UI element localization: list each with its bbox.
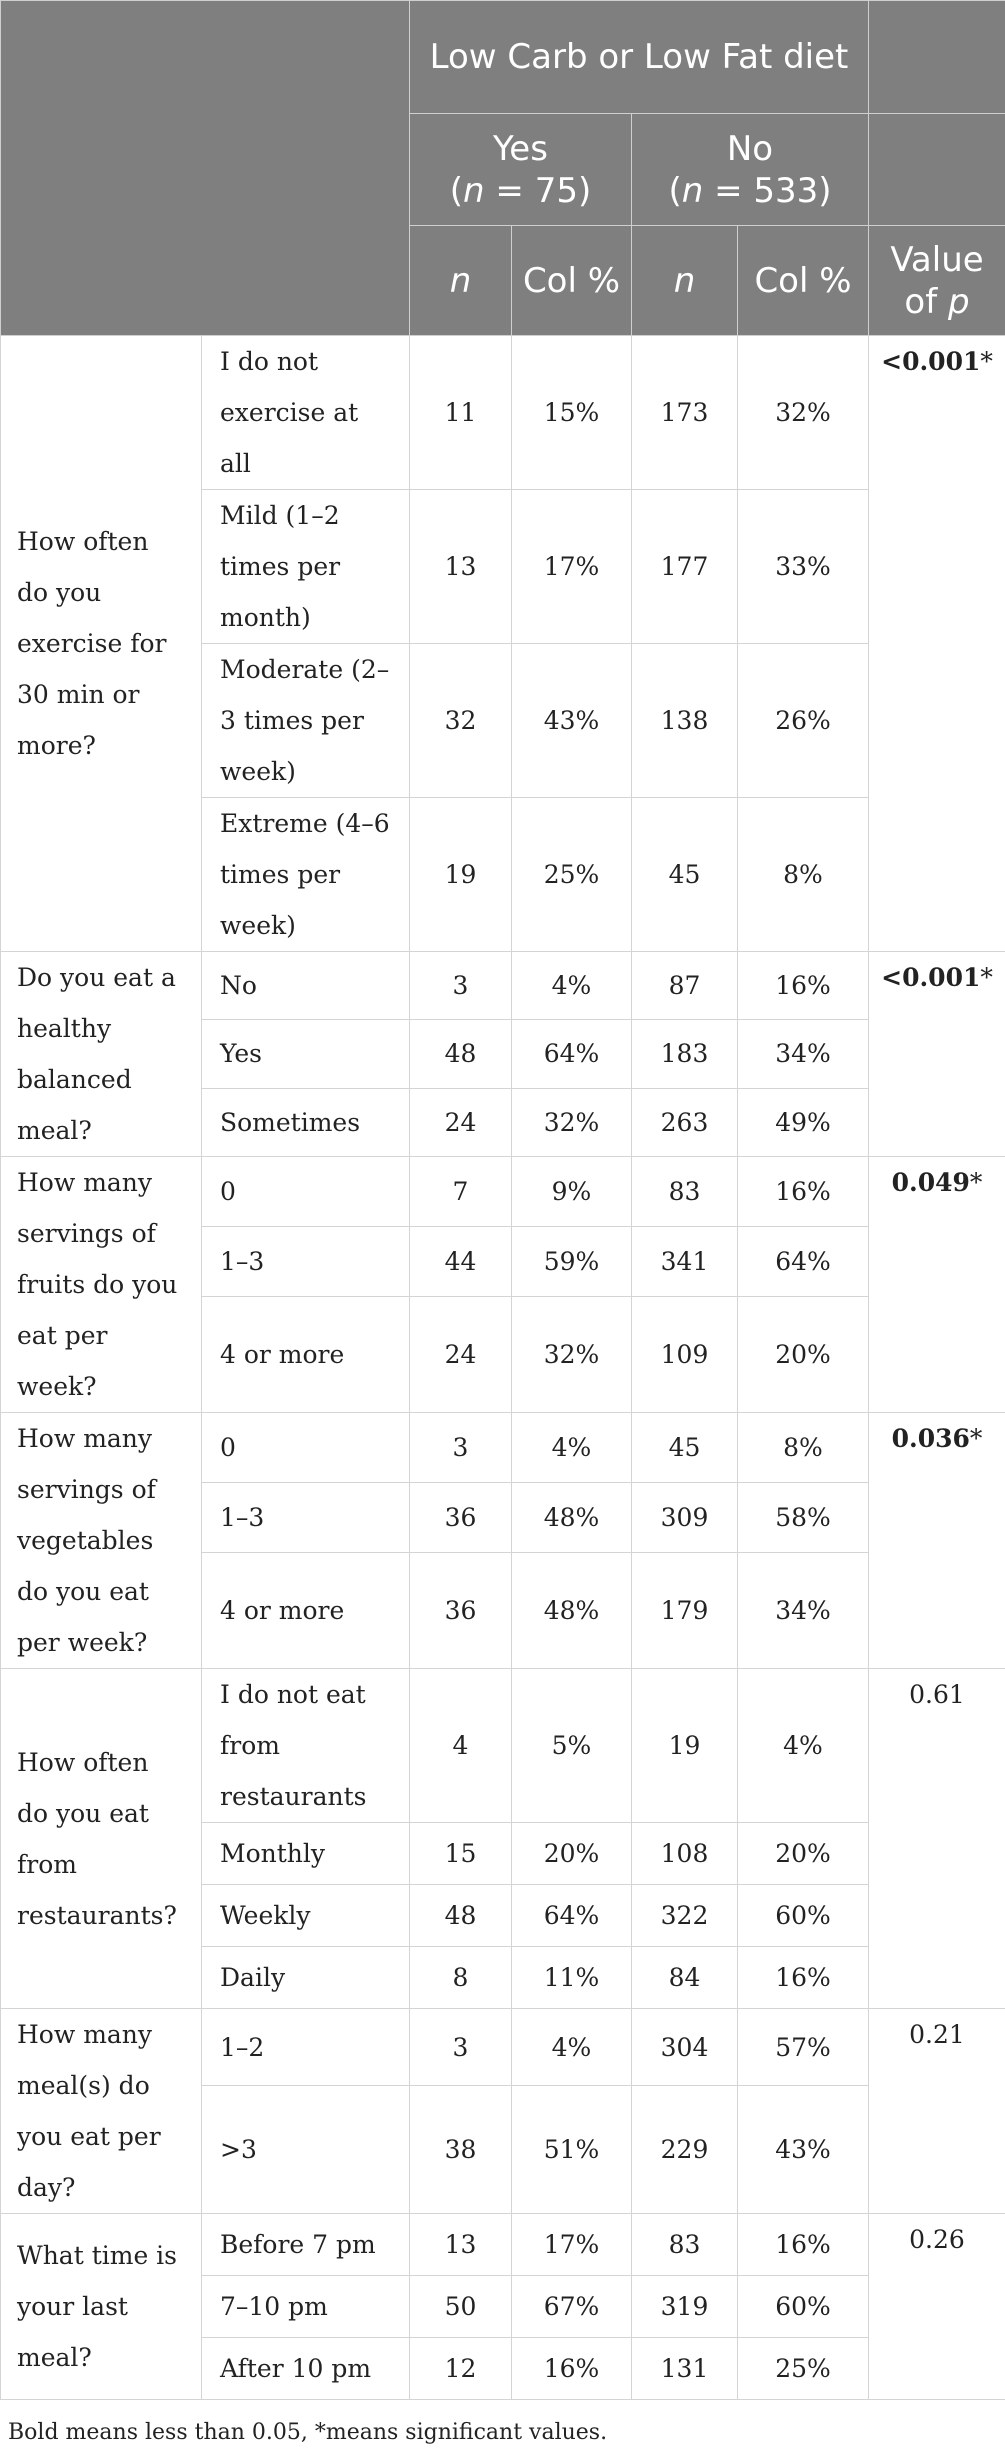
yes-n-cell: 36 xyxy=(410,1482,512,1552)
yes-n-cell: 50 xyxy=(410,2276,512,2338)
no-pct-cell: 16% xyxy=(738,952,869,1020)
yes-n-cell: 3 xyxy=(410,952,512,1020)
yes-n-var: n xyxy=(463,170,485,211)
table-row xyxy=(1,1157,1005,1227)
option-label: 0 xyxy=(202,1157,410,1227)
no-pct-cell: 16% xyxy=(738,2214,869,2276)
no-pct-cell: 16% xyxy=(738,1947,869,2009)
p-value-cell xyxy=(869,336,1005,952)
yes-pct-cell: 32% xyxy=(512,1088,632,1156)
yes-n-cell: 15 xyxy=(410,1823,512,1885)
no-pct-cell: 20% xyxy=(738,1296,869,1412)
yes-pct-cell: 17% xyxy=(512,490,632,644)
no-pct-cell: 26% xyxy=(738,644,869,798)
question-cell: How many meal(s) do you eat per day? xyxy=(1,2009,202,2214)
p-value: <0.001 xyxy=(881,963,981,992)
yes-n-cell: 11 xyxy=(410,336,512,490)
yes-n-cell: 4 xyxy=(410,1669,512,1823)
question-cell: How many servings of fruits do you eat per week? xyxy=(1,1157,202,1413)
p-value: 0.26 xyxy=(909,2225,965,2254)
yes-pct-cell: 4% xyxy=(512,1413,632,1483)
yes-label: Yes xyxy=(493,128,548,169)
no-pct-cell: 8% xyxy=(738,798,869,952)
yes-n-cell: 12 xyxy=(410,2338,512,2400)
p-value-cell xyxy=(869,1413,1005,1669)
no-pct-cell: 34% xyxy=(738,1552,869,1668)
yes-pct-cell: 4% xyxy=(512,952,632,1020)
yes-col-pct-header: Col % xyxy=(512,226,632,336)
no-count: = 533) xyxy=(703,170,832,211)
header-blank xyxy=(1,1,410,336)
no-pct-cell: 58% xyxy=(738,1482,869,1552)
header-blank-right-2 xyxy=(869,114,1005,226)
yes-n-header-text: n xyxy=(449,260,472,301)
group-header: Low Carb or Low Fat diet xyxy=(410,1,869,114)
question-cell: How often do you eat from restaurants? xyxy=(1,1669,202,2009)
option-label: >3 xyxy=(202,2086,410,2214)
table-row xyxy=(1,2214,1005,2276)
no-pct-cell: 57% xyxy=(738,2009,869,2086)
no-n-cell: 87 xyxy=(632,952,738,1020)
yes-pct-cell: 11% xyxy=(512,1947,632,2009)
no-n-cell: 45 xyxy=(632,1413,738,1483)
significance-star: * xyxy=(969,1168,983,1197)
yes-pct-cell: 64% xyxy=(512,1885,632,1947)
no-n-cell: 19 xyxy=(632,1669,738,1823)
p-value-header-text: Value of xyxy=(890,239,984,322)
no-pct-cell: 16% xyxy=(738,1157,869,1227)
option-label: Moderate (2–3 times per week) xyxy=(202,644,410,798)
yes-pct-cell: 51% xyxy=(512,2086,632,2214)
option-label: 1–3 xyxy=(202,1482,410,1552)
yes-pct-cell: 43% xyxy=(512,644,632,798)
option-label: Yes xyxy=(202,1020,410,1088)
yes-pct-cell: 4% xyxy=(512,2009,632,2086)
yes-pct-cell: 32% xyxy=(512,1296,632,1412)
yes-n-cell: 38 xyxy=(410,2086,512,2214)
question-cell: How many servings of vegetables do you eat per week? xyxy=(1,1413,202,1669)
yes-n-cell: 13 xyxy=(410,2214,512,2276)
no-n-cell: 177 xyxy=(632,490,738,644)
table-row xyxy=(1,952,1005,1020)
p-value-cell xyxy=(869,952,1005,1157)
p-value: 0.036 xyxy=(891,1424,970,1453)
yes-count: = 75) xyxy=(484,170,592,211)
option-label: 1–2 xyxy=(202,2009,410,2086)
no-n-cell: 322 xyxy=(632,1885,738,1947)
no-pct-cell: 20% xyxy=(738,1823,869,1885)
p-var: p xyxy=(948,281,970,322)
no-n-cell: 309 xyxy=(632,1482,738,1552)
yes-n-cell: 24 xyxy=(410,1088,512,1156)
option-label: After 10 pm xyxy=(202,2338,410,2400)
yes-pct-cell: 15% xyxy=(512,336,632,490)
no-n-cell: 83 xyxy=(632,1157,738,1227)
yes-pct-cell: 59% xyxy=(512,1226,632,1296)
no-n-var: n xyxy=(681,170,704,211)
no-col-pct-header: Col % xyxy=(738,226,869,336)
p-value: 0.61 xyxy=(909,1680,965,1709)
no-pct-cell: 25% xyxy=(738,2338,869,2400)
yes-pct-cell: 5% xyxy=(512,1669,632,1823)
yes-n-cell: 32 xyxy=(410,644,512,798)
no-pct-cell: 49% xyxy=(738,1088,869,1156)
no-pct-cell: 4% xyxy=(738,1669,869,1823)
no-label: No xyxy=(726,128,774,169)
yes-n-cell: 13 xyxy=(410,490,512,644)
table-row xyxy=(1,336,1005,490)
yes-group-header: Yes (n = 75) xyxy=(410,114,632,226)
option-label: I do not exercise at all xyxy=(202,336,410,490)
question-cell: Do you eat a healthy balanced meal? xyxy=(1,952,202,1157)
yes-pct-cell: 48% xyxy=(512,1552,632,1668)
no-pct-cell: 60% xyxy=(738,1885,869,1947)
no-pct-cell: 43% xyxy=(738,2086,869,2214)
yes-pct-cell: 25% xyxy=(512,798,632,952)
yes-n-cell: 19 xyxy=(410,798,512,952)
p-value: 0.049 xyxy=(891,1168,970,1197)
option-label: Daily xyxy=(202,1947,410,2009)
option-label: 0 xyxy=(202,1413,410,1483)
yes-n-header xyxy=(410,226,512,336)
p-value-cell xyxy=(869,1157,1005,1413)
option-label: 4 or more xyxy=(202,1296,410,1412)
option-label: Sometimes xyxy=(202,1088,410,1156)
question-cell: How often do you exercise for 30 min or more? xyxy=(1,336,202,952)
no-n-cell: 138 xyxy=(632,644,738,798)
yes-pct-cell: 64% xyxy=(512,1020,632,1088)
no-pct-cell: 34% xyxy=(738,1020,869,1088)
option-label: Extreme (4–6 times per week) xyxy=(202,798,410,952)
p-value: 0.21 xyxy=(909,2020,965,2049)
p-value-cell xyxy=(869,2214,1005,2400)
yes-n-cell: 24 xyxy=(410,1296,512,1412)
yes-pct-cell: 17% xyxy=(512,2214,632,2276)
option-label: 7–10 pm xyxy=(202,2276,410,2338)
option-label: 4 or more xyxy=(202,1552,410,1668)
no-n-cell: 173 xyxy=(632,336,738,490)
no-n-cell: 341 xyxy=(632,1226,738,1296)
no-group-header: No (n = 533) xyxy=(632,114,869,226)
option-label: Weekly xyxy=(202,1885,410,1947)
option-label: No xyxy=(202,952,410,1020)
question-cell: What time is your last meal? xyxy=(1,2214,202,2400)
no-n-cell: 319 xyxy=(632,2276,738,2338)
no-n-cell: 229 xyxy=(632,2086,738,2214)
yes-n-cell: 36 xyxy=(410,1552,512,1668)
no-n-cell: 179 xyxy=(632,1552,738,1668)
yes-pct-cell: 48% xyxy=(512,1482,632,1552)
no-n-cell: 131 xyxy=(632,2338,738,2400)
no-n-cell: 263 xyxy=(632,1088,738,1156)
no-n-header xyxy=(632,226,738,336)
no-pct-cell: 8% xyxy=(738,1413,869,1483)
significance-star: * xyxy=(969,1424,983,1453)
yes-n-cell: 48 xyxy=(410,1885,512,1947)
table-row xyxy=(1,2009,1005,2086)
table-row xyxy=(1,1669,1005,1823)
yes-pct-cell: 20% xyxy=(512,1823,632,1885)
yes-n-cell: 44 xyxy=(410,1226,512,1296)
p-value-cell xyxy=(869,1669,1005,2009)
no-n-cell: 45 xyxy=(632,798,738,952)
option-label: Before 7 pm xyxy=(202,2214,410,2276)
no-pct-cell: 64% xyxy=(738,1226,869,1296)
no-n-header-text: n xyxy=(673,260,696,301)
significance-star: * xyxy=(980,963,993,992)
no-pct-cell: 32% xyxy=(738,336,869,490)
yes-n-cell: 8 xyxy=(410,1947,512,2009)
table-row xyxy=(1,1413,1005,1483)
yes-pct-cell: 67% xyxy=(512,2276,632,2338)
no-n-cell: 83 xyxy=(632,2214,738,2276)
option-label: 1–3 xyxy=(202,1226,410,1296)
no-n-cell: 109 xyxy=(632,1296,738,1412)
p-value-header xyxy=(869,226,1005,336)
yes-pct-cell: 16% xyxy=(512,2338,632,2400)
table-body xyxy=(1,336,1005,2400)
significance-star: * xyxy=(980,347,993,376)
yes-pct-cell: 9% xyxy=(512,1157,632,1227)
option-label: Mild (1–2 times per month) xyxy=(202,490,410,644)
no-n-cell: 183 xyxy=(632,1020,738,1088)
no-n-cell: 108 xyxy=(632,1823,738,1885)
no-n-cell: 84 xyxy=(632,1947,738,2009)
footnote: Bold means less than 0.05, *means significant values. xyxy=(8,2420,608,2445)
no-n-cell: 304 xyxy=(632,2009,738,2086)
no-pct-cell: 33% xyxy=(738,490,869,644)
yes-n-cell: 7 xyxy=(410,1157,512,1227)
header-blank-right xyxy=(869,1,1005,114)
option-label: Monthly xyxy=(202,1823,410,1885)
option-label: I do not eat from restaurants xyxy=(202,1669,410,1823)
p-value-cell xyxy=(869,2009,1005,2214)
no-pct-cell: 60% xyxy=(738,2276,869,2338)
yes-n-cell: 3 xyxy=(410,1413,512,1483)
yes-n-cell: 48 xyxy=(410,1020,512,1088)
yes-n-cell: 3 xyxy=(410,2009,512,2086)
p-value: <0.001 xyxy=(881,347,981,376)
